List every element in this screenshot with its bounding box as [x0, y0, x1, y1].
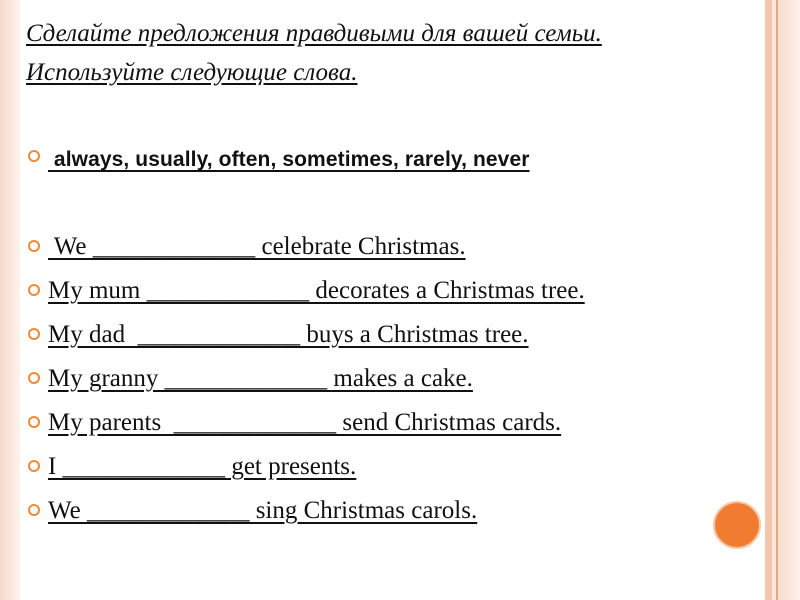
circle-bullet-icon — [28, 416, 40, 428]
circle-bullet-icon — [28, 284, 40, 296]
circle-bullet-icon — [28, 372, 40, 384]
circle-bullet-icon — [28, 328, 40, 340]
circle-bullet-icon — [28, 150, 40, 162]
sentence-3: My dad _____________ buys a Christmas tree. — [48, 321, 529, 348]
sentence-6: I _____________ get presents. — [48, 453, 357, 480]
circle-bullet-icon — [28, 504, 40, 516]
circle-bullet-icon — [28, 460, 40, 472]
sentence-4: My granny _____________ makes a cake. — [48, 365, 473, 392]
sentence-7: We _____________ sing Christmas carols. — [48, 497, 478, 524]
orange-circle-decoration — [713, 501, 761, 549]
sentence-2: My mum _____________ decorates a Christmas tree. — [48, 277, 585, 304]
instruction-line-1: Сделайте предложения правдивыми для вашей семьи. — [26, 20, 602, 47]
word-bank: always, usually, often, sometimes, rarely, never — [48, 148, 530, 171]
sentence-1: We _____________ celebrate Christmas. — [48, 233, 466, 260]
right-decorative-border — [778, 0, 800, 600]
sentence-5: My parents _____________ send Christmas cards. — [48, 409, 562, 436]
circle-bullet-icon — [28, 240, 40, 252]
left-decorative-border — [0, 0, 20, 600]
instruction-line-2: Используйте следующие слова. — [26, 59, 358, 86]
right-decorative-border — [765, 0, 772, 600]
